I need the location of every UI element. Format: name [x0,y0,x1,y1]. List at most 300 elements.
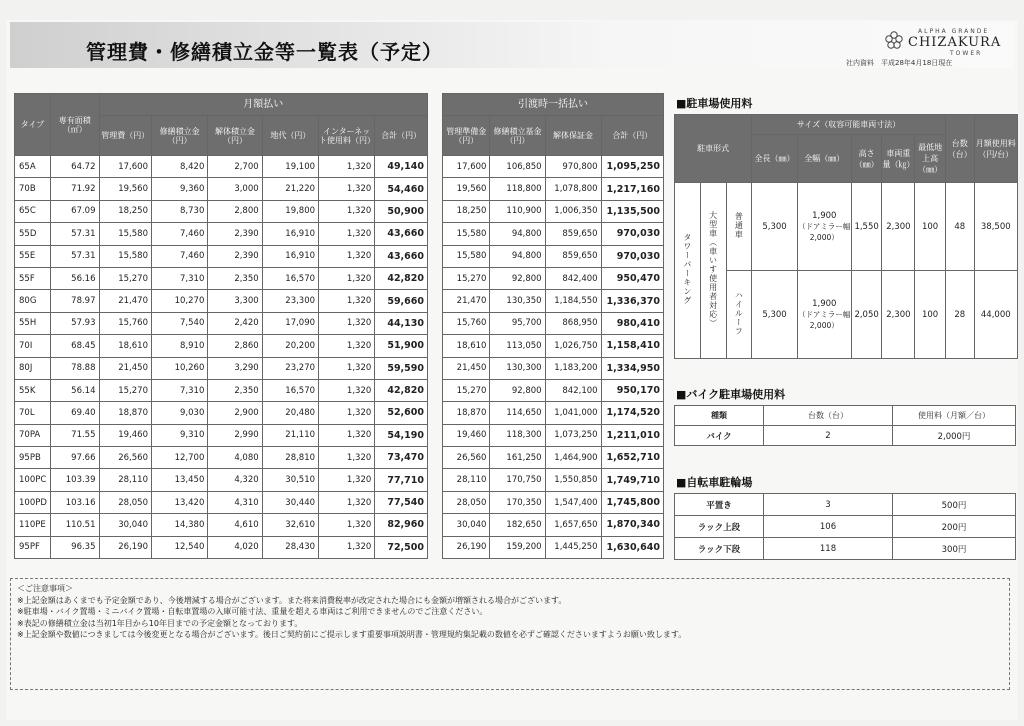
table-row [443,514,664,536]
value-cell: 3,000 [208,178,262,200]
type-cell: 80G [15,290,51,312]
total-cell: 1,095,250 [601,156,663,178]
value-cell: 1,320 [319,357,375,379]
bicycle-count: 3 [764,494,893,516]
value-cell: 28,050 [443,491,490,513]
parking-table [674,114,1018,359]
value-cell: 15,270 [99,379,151,401]
table-row [443,156,664,178]
col-parking-fee: 月額使用料（円/台） [974,115,1017,183]
value-cell: 16,570 [262,267,318,289]
value-cell: 15,760 [99,312,151,334]
total-cell: 980,410 [601,312,663,334]
total-cell: 1,334,950 [601,357,663,379]
value-cell: 2,990 [208,424,262,446]
bicycle-count: 118 [764,538,893,560]
brand-logo [878,28,1008,57]
type-cell: 95PB [15,447,51,469]
col-reserve: 管理準備金（円） [443,116,490,156]
table-row [15,200,428,222]
type-cell: 55F [15,267,51,289]
table-row [15,491,428,513]
note-line: ※上記金額や数値につきましては今後変更となる場合がございます。後日ご契約前にご提示します重要事項説明書・管理規約集記載の数値を必ずご確認くださいますようお願い致します。 [17,630,687,640]
col-mgmt: 管理費（円） [99,116,151,156]
note-line: ※駐車場・バイク置場・ミニバイク置場・自転車置場の入庫可能寸法、重量を超える車両はご利用できませんのでご注意ください。 [17,607,488,617]
width-main: 1,900 [812,298,837,309]
value-cell: 970,800 [545,156,601,178]
table-row [15,335,428,357]
parking-weight: 2,300 [882,183,915,271]
total-cell: 52,600 [375,402,428,424]
value-cell: 130,350 [490,290,545,312]
value-cell: 8,420 [151,156,207,178]
type-cell: 65C [15,200,51,222]
value-cell: 10,260 [151,357,207,379]
value-cell: 26,190 [443,536,490,558]
value-cell: 1,320 [319,536,375,558]
table-row [443,245,664,267]
value-cell: 2,800 [208,200,262,222]
value-cell: 1,320 [319,379,375,401]
table-row [443,491,664,513]
sakura-logo-icon [884,30,904,50]
logo-sub-text: TOWER [950,50,983,57]
value-cell: 161,250 [490,447,545,469]
value-cell: 1,183,200 [545,357,601,379]
value-cell: 8,730 [151,200,207,222]
total-cell: 1,870,340 [601,514,663,536]
type-cell: 70B [15,178,51,200]
value-cell: 19,460 [99,424,151,446]
value-cell: 842,400 [545,267,601,289]
value-cell: 859,650 [545,245,601,267]
parking-count: 48 [945,183,974,271]
bicycle-kind: ラック下段 [675,538,764,560]
value-cell: 4,610 [208,514,262,536]
type-cell: 55E [15,245,51,267]
lump-sum-table [442,93,664,559]
value-cell: 103.16 [50,491,99,513]
parking-heading: ■駐車場使用料 [676,97,753,110]
bicycle-kind: 平置き [675,494,764,516]
value-cell: 18,250 [99,200,151,222]
value-cell: 7,460 [151,223,207,245]
col-repair: 修繕積立金（円） [151,116,207,156]
value-cell: 868,950 [545,312,601,334]
col-area: 専有面積（㎡） [50,94,99,156]
value-cell: 56.16 [50,267,99,289]
total-cell: 50,900 [375,200,428,222]
table-row [675,516,1016,538]
value-cell: 19,560 [99,178,151,200]
total-cell: 43,660 [375,245,428,267]
value-cell: 842,100 [545,379,601,401]
value-cell: 1,073,250 [545,424,601,446]
col-parking-length: 全長（㎜） [752,135,798,183]
value-cell: 68.45 [50,335,99,357]
value-cell: 1,026,750 [545,335,601,357]
value-cell: 114,650 [490,402,545,424]
type-cell: 70I [15,335,51,357]
value-cell: 7,310 [151,267,207,289]
value-cell: 2,900 [208,402,262,424]
value-cell: 21,450 [443,357,490,379]
parking-fee: 44,000 [974,271,1017,359]
col-repair-base: 修繕積立基金（円） [490,116,545,156]
value-cell: 3,300 [208,290,262,312]
total-cell: 1,652,710 [601,447,663,469]
value-cell: 1,320 [319,424,375,446]
parking-fee: 38,500 [974,183,1017,271]
value-cell: 118,800 [490,178,545,200]
parking-ground: 100 [915,183,946,271]
value-cell: 30,040 [99,514,151,536]
table-row [443,290,664,312]
parking-height: 2,050 [851,271,882,359]
value-cell: 1,547,400 [545,491,601,513]
value-cell: 2,860 [208,335,262,357]
col-parking-size: サイズ（収容可能車両寸法） [752,115,946,135]
table-row [15,447,428,469]
type-cell: 55K [15,379,51,401]
type-cell: 70PA [15,424,51,446]
total-cell: 950,470 [601,267,663,289]
value-cell: 20,480 [262,402,318,424]
total-cell: 1,217,160 [601,178,663,200]
value-cell: 14,380 [151,514,207,536]
bicycle-kind: ラック上段 [675,516,764,538]
col-demolish-deposit: 解体保証金 [545,116,601,156]
total-cell: 54,460 [375,178,428,200]
table-row [675,538,1016,560]
value-cell: 15,270 [443,379,490,401]
value-cell: 110.51 [50,514,99,536]
type-cell: 110PE [15,514,51,536]
tower-parking-label: タワーパーキング [682,233,692,305]
bicycle-table [674,493,1016,560]
total-cell: 49,140 [375,156,428,178]
table-row [15,402,428,424]
total-cell: 54,190 [375,424,428,446]
col-bike-kind: 種類 [675,406,764,426]
table-row [15,312,428,334]
type-cell: 55D [15,223,51,245]
notes-box [10,578,1010,690]
type-cell: 95PF [15,536,51,558]
value-cell: 92,800 [490,267,545,289]
col-parking-width: 全幅（㎜） [797,135,851,183]
value-cell: 21,470 [99,290,151,312]
logo-main-text: CHIZAKURA [908,35,1002,50]
kind-label: ハイルーフ [734,290,744,336]
value-cell: 1,320 [319,290,375,312]
value-cell: 1,464,900 [545,447,601,469]
value-cell: 13,450 [151,469,207,491]
value-cell: 18,870 [443,402,490,424]
value-cell: 16,910 [262,223,318,245]
total-cell: 1,749,710 [601,469,663,491]
value-cell: 18,610 [443,335,490,357]
parking-length: 5,300 [752,271,798,359]
value-cell: 64.72 [50,156,99,178]
value-cell: 3,290 [208,357,262,379]
value-cell: 1,078,800 [545,178,601,200]
value-cell: 15,580 [99,245,151,267]
width-note: （ドアミラー幅2,000） [798,309,851,330]
total-cell: 1,211,010 [601,424,663,446]
total-cell: 77,540 [375,491,428,513]
parking-ground: 100 [915,271,946,359]
table-row [15,267,428,289]
table-row [443,424,664,446]
type-cell: 55H [15,312,51,334]
bike-count: 2 [764,426,893,446]
value-cell: 8,910 [151,335,207,357]
logo-top-text: ALPHA GRANDE [918,28,990,35]
total-cell: 77,710 [375,469,428,491]
table-row [443,357,664,379]
kind-label: 普通車 [734,211,744,239]
value-cell: 103.39 [50,469,99,491]
value-cell: 23,300 [262,290,318,312]
type-cell: 80J [15,357,51,379]
value-cell: 2,390 [208,245,262,267]
group-monthly: 月額払い [99,94,428,116]
table-row [443,536,664,558]
note-line: ※上記金額はあくまでも予定金額であり、今後増減する場合がございます。また将来消費税率が改定された場合にも金額が増額される場合がございます。 [17,595,567,605]
value-cell: 18,610 [99,335,151,357]
table-row [443,379,664,401]
value-cell: 2,420 [208,312,262,334]
col-demolish: 解体積立金（円） [208,116,262,156]
value-cell: 15,270 [99,267,151,289]
note-line: ※表記の修繕積立金は当初1年目から10年目までの予定金額となっております。 [17,618,303,628]
total-cell: 73,470 [375,447,428,469]
total-cell: 43,660 [375,223,428,245]
value-cell: 1,320 [319,514,375,536]
total-cell: 1,174,520 [601,402,663,424]
value-cell: 1,445,250 [545,536,601,558]
table-row [443,223,664,245]
value-cell: 1,320 [319,491,375,513]
value-cell: 15,580 [99,223,151,245]
value-cell: 71.55 [50,424,99,446]
col-parking-ground: 最低地上高（㎜） [915,135,946,183]
value-cell: 4,320 [208,469,262,491]
table-row [15,536,428,558]
value-cell: 182,650 [490,514,545,536]
value-cell: 2,390 [208,223,262,245]
value-cell: 94,800 [490,245,545,267]
total-cell: 1,135,500 [601,200,663,222]
value-cell: 19,800 [262,200,318,222]
value-cell: 1,320 [319,312,375,334]
value-cell: 1,320 [319,267,375,289]
value-cell: 4,020 [208,536,262,558]
value-cell: 2,350 [208,379,262,401]
bicycle-fee: 500円 [893,494,1016,516]
col-internet: インターネット使用料（円） [319,116,375,156]
value-cell: 7,310 [151,379,207,401]
value-cell: 30,510 [262,469,318,491]
value-cell: 15,270 [443,267,490,289]
table-row [15,469,428,491]
total-cell: 970,030 [601,245,663,267]
value-cell: 21,450 [99,357,151,379]
value-cell: 30,440 [262,491,318,513]
value-cell: 1,041,000 [545,402,601,424]
total-cell: 42,820 [375,379,428,401]
value-cell: 19,460 [443,424,490,446]
value-cell: 106,850 [490,156,545,178]
table-row [443,312,664,334]
value-cell: 19,560 [443,178,490,200]
value-cell: 30,040 [443,514,490,536]
parking-weight: 2,300 [882,271,915,359]
bike-fee: 2,000円 [893,426,1016,446]
type-cell: 100PC [15,469,51,491]
value-cell: 15,760 [443,312,490,334]
value-cell: 1,320 [319,469,375,491]
parking-count: 28 [945,271,974,359]
total-cell: 950,170 [601,379,663,401]
value-cell: 17,090 [262,312,318,334]
total-cell: 1,158,410 [601,335,663,357]
table-row [675,426,1016,446]
value-cell: 67.09 [50,200,99,222]
value-cell: 1,320 [319,335,375,357]
value-cell: 18,250 [443,200,490,222]
col-bike-count: 台数（台） [764,406,893,426]
total-cell: 970,030 [601,223,663,245]
value-cell: 26,560 [443,447,490,469]
type-cell: 70L [15,402,51,424]
value-cell: 12,700 [151,447,207,469]
col-parking-form: 駐車形式 [675,115,752,183]
value-cell: 7,540 [151,312,207,334]
table-row [443,469,664,491]
value-cell: 21,220 [262,178,318,200]
width-main: 1,900 [812,210,837,221]
bicycle-fee: 300円 [893,538,1016,560]
value-cell: 1,320 [319,178,375,200]
value-cell: 18,870 [99,402,151,424]
value-cell: 28,050 [99,491,151,513]
value-cell: 170,750 [490,469,545,491]
table-row [15,379,428,401]
col-parking-height: 高さ（㎜） [851,135,882,183]
value-cell: 57.31 [50,223,99,245]
value-cell: 96.35 [50,536,99,558]
type-cell: 100PD [15,491,51,513]
value-cell: 69.40 [50,402,99,424]
total-cell: 44,130 [375,312,428,334]
total-cell: 1,745,800 [601,491,663,513]
value-cell: 26,190 [99,536,151,558]
bike-kind: バイク [675,426,764,446]
total-cell: 59,660 [375,290,428,312]
value-cell: 28,110 [443,469,490,491]
width-note: （ドアミラー幅2,000） [798,221,851,242]
value-cell: 1,550,850 [545,469,601,491]
value-cell: 92,800 [490,379,545,401]
col-total: 合計（円） [375,116,428,156]
value-cell: 95,700 [490,312,545,334]
col-bike-fee: 使用料（月額／台） [893,406,1016,426]
table-row [15,178,428,200]
value-cell: 19,100 [262,156,318,178]
parking-length: 5,300 [752,183,798,271]
bike-table [674,405,1016,446]
value-cell: 4,310 [208,491,262,513]
page-title: 管理費・修繕積立金等一覧表（予定） [86,40,443,64]
value-cell: 1,006,350 [545,200,601,222]
value-cell: 1,320 [319,223,375,245]
value-cell: 97.66 [50,447,99,469]
parking-width [797,271,851,359]
value-cell: 17,600 [443,156,490,178]
value-cell: 12,540 [151,536,207,558]
value-cell: 130,300 [490,357,545,379]
total-cell: 59,590 [375,357,428,379]
value-cell: 113,050 [490,335,545,357]
value-cell: 15,580 [443,223,490,245]
value-cell: 4,080 [208,447,262,469]
value-cell: 28,810 [262,447,318,469]
col-total2: 合計（円） [601,116,663,156]
value-cell: 159,200 [490,536,545,558]
value-cell: 71.92 [50,178,99,200]
table-row [443,402,664,424]
value-cell: 23,270 [262,357,318,379]
value-cell: 1,320 [319,245,375,267]
table-row [15,424,428,446]
total-cell: 72,500 [375,536,428,558]
value-cell: 859,650 [545,223,601,245]
table-row [675,494,1016,516]
table-row [15,290,428,312]
parking-width [797,183,851,271]
notes-title: ＜ご注意事項＞ [17,584,73,593]
value-cell: 110,900 [490,200,545,222]
total-cell: 42,820 [375,267,428,289]
col-type: タイプ [15,94,51,156]
value-cell: 1,657,650 [545,514,601,536]
monthly-fee-table [14,93,428,559]
large-car-label: 大型車（車いす使用者対応） [708,210,718,328]
bicycle-heading: ■自転車駐輪場 [676,476,753,489]
value-cell: 9,030 [151,402,207,424]
value-cell: 13,420 [151,491,207,513]
value-cell: 2,700 [208,156,262,178]
value-cell: 1,184,550 [545,290,601,312]
value-cell: 1,320 [319,200,375,222]
total-cell: 51,900 [375,335,428,357]
total-cell: 82,960 [375,514,428,536]
value-cell: 28,110 [99,469,151,491]
value-cell: 57.31 [50,245,99,267]
bike-heading: ■バイク駐車場使用料 [676,388,786,401]
table-row [15,223,428,245]
value-cell: 1,320 [319,402,375,424]
value-cell: 21,470 [443,290,490,312]
value-cell: 9,360 [151,178,207,200]
value-cell: 28,430 [262,536,318,558]
table-row [15,514,428,536]
value-cell: 2,350 [208,267,262,289]
value-cell: 21,110 [262,424,318,446]
value-cell: 17,600 [99,156,151,178]
